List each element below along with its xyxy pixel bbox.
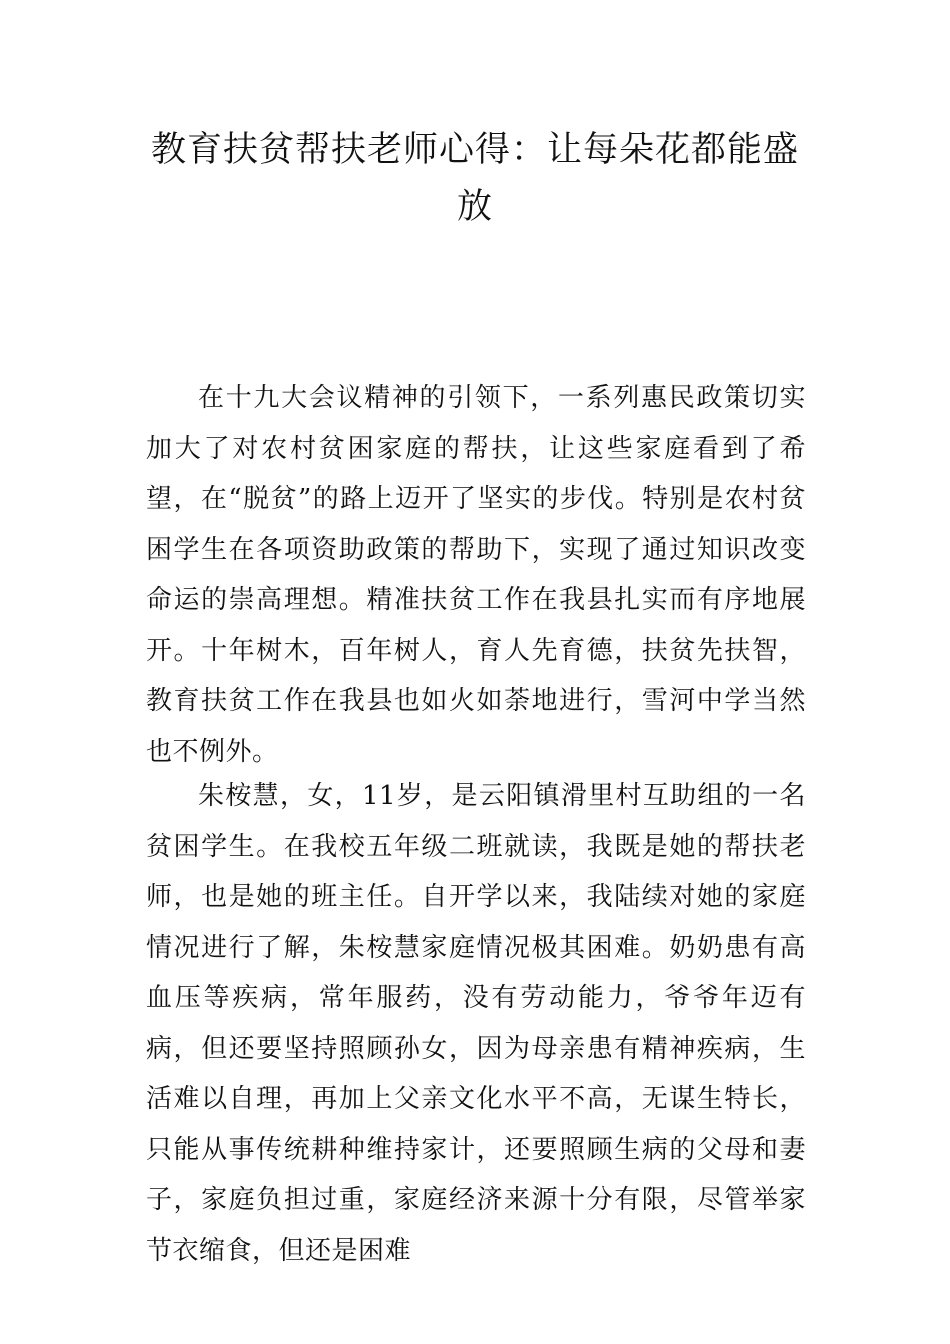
document-title: 教育扶贫帮扶老师心得：让每朵花都能盛放 bbox=[150, 130, 799, 227]
paragraph-intro: 在十九大会议精神的引领下，一系列惠民政策切实加大了对农村贫困家庭的帮扶，让这些家庭看到了希望，在“脱贫”的路上迈开了坚实的步伐。特别是农村贫困学生在各项资助政策的帮助下，实现了通过知识改变命运的崇高理想。精准扶贫工作在我县扎实而有序地展开。十年树木，百年树人，育人先育德，扶贫先扶智，教育扶贫工作在我县也如火如荼地进行，雪河中学当然也不例外。 bbox=[146, 383, 806, 767]
paragraph-student-story: 朱桉慧，女，11岁，是云阳镇滑里村互助组的一名贫困学生。在我校五年级二班就读，我既是她的帮扶老师，也是她的班主任。自开学以来，我陆续对她的家庭情况进行了解，朱桉慧家庭情况极其困难。奶奶患有高血压等疾病，常年服药，没有劳动能力，爷爷年迈有病，但还要坚持照顾孙女，因为母亲患有精神疾病，生活难以自理，再加上父亲文化水平不高，无谋生特长，只能从事传统耕种维持家计，还要照顾生病的父母和妻子，家庭负担过重，家庭经济来源十分有限，尽管举家节衣缩食，但还是困难 bbox=[146, 781, 806, 1266]
